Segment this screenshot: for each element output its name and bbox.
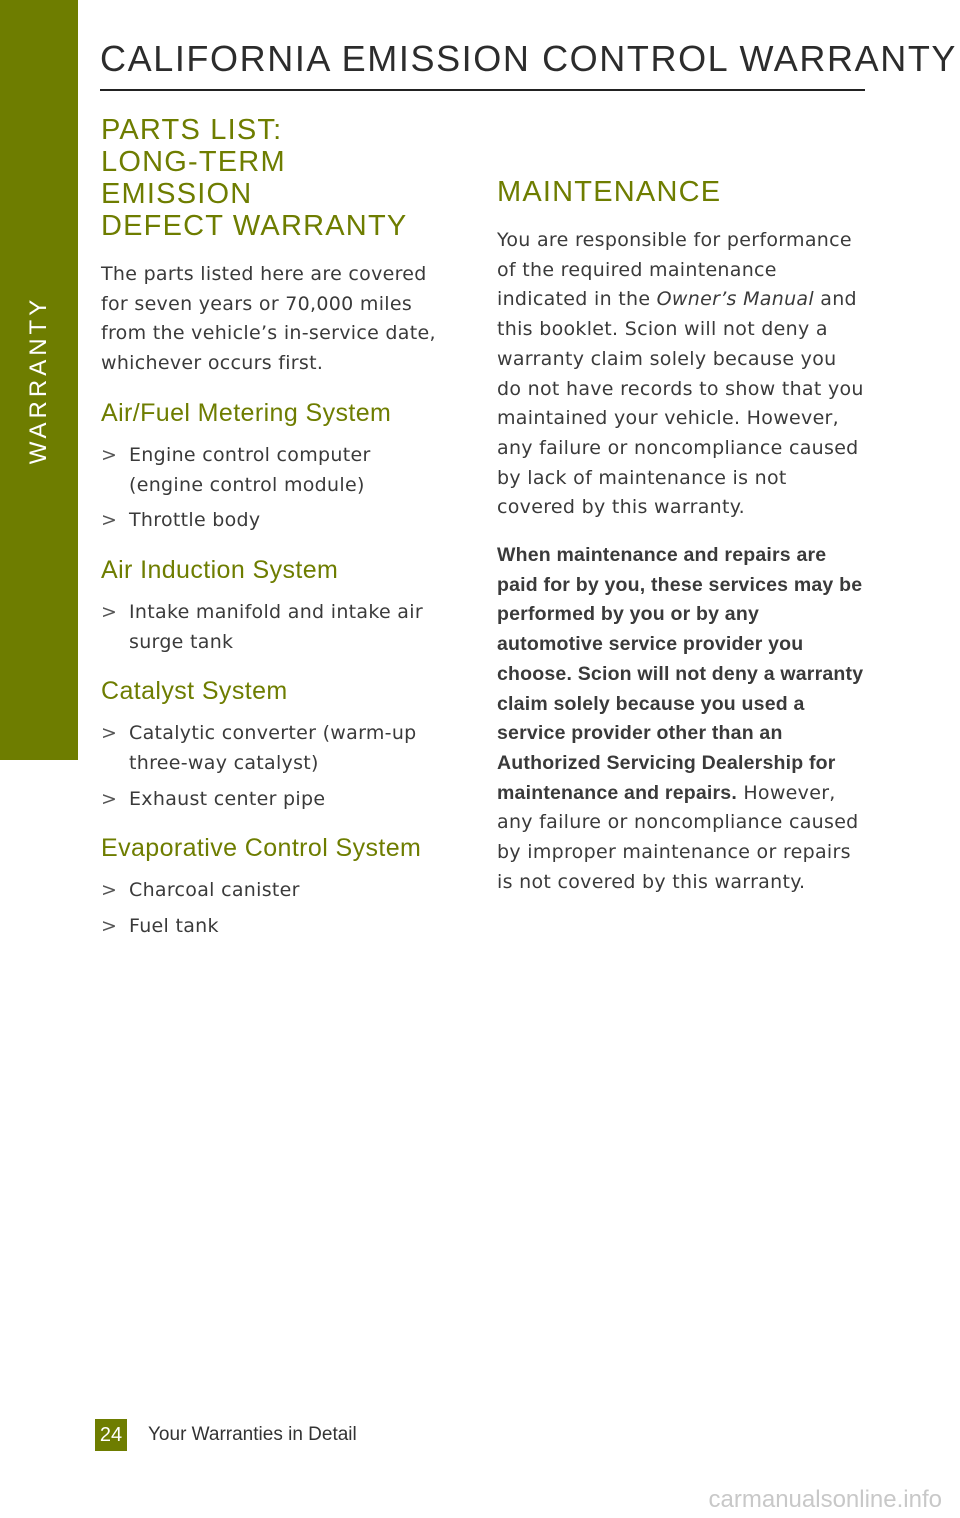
list-item: > Exhaust center pipe [101, 785, 446, 815]
bullet-marker: > [101, 600, 118, 623]
page-title: CALIFORNIA EMISSION CONTROL WARRANTY [100, 38, 958, 79]
parts-list-heading: PARTS LIST: LONG-TERM EMISSION DEFECT WARRANTY [101, 114, 408, 242]
air-induction-list [101, 598, 446, 657]
list-item: > Engine control computer (engine control module) [101, 441, 446, 500]
list-item: > Fuel tank [101, 912, 446, 942]
maintenance-paragraph-2: When maintenance and repairs are paid for by you, these services may be performed by you or by any automotive service provider you choose. Scion will not deny a warranty claim solely because you used a service provider other than an Authorized Servicing Dealership for maintenance and repairs. However, any failure or noncompliance caused by improper maintenance or repairs is not covered by this warranty. [497, 544, 864, 893]
section-title-air-fuel: Air/Fuel Metering System [101, 398, 392, 427]
maintenance-bold-statement: When maintenance and repairs are paid for by you, these services may be performed by you or by any automotive service provider you choose. Scion will not deny a warranty claim solely because you used a service provider other than an Authorized Servicing Dealership for maintenance and repairs. [497, 544, 864, 804]
page-number: 24 [95, 1419, 127, 1451]
list-item: > Charcoal canister [101, 876, 446, 906]
bullet-marker: > [101, 443, 118, 466]
side-tab-label: WARRANTY [25, 295, 52, 465]
footer-title: Your Warranties in Detail [148, 1424, 357, 1445]
owners-manual-title: Owner’s Manual [656, 288, 814, 311]
section-title-catalyst: Catalyst System [101, 677, 288, 706]
catalyst-list [101, 719, 446, 814]
bullet-marker: > [101, 787, 118, 810]
parts-list-intro: The parts listed here are covered for seven years or 70,000 miles from the vehicle’s in-service date, whichever occurs first. [101, 263, 436, 375]
right-column [497, 176, 867, 897]
bullet-marker: > [101, 915, 118, 938]
section-title-air-induction: Air Induction System [101, 555, 339, 584]
evaporative-list [101, 876, 446, 941]
bullet-marker: > [101, 879, 118, 902]
section-title-evaporative: Evaporative Control System [101, 834, 422, 863]
list-item: > Intake manifold and intake air surge tank [101, 598, 446, 657]
maintenance-heading: MAINTENANCE [497, 176, 722, 208]
watermark: carmanualsonline.info [708, 1486, 942, 1513]
bullet-marker: > [101, 722, 118, 745]
maintenance-paragraph-1: You are responsible for performance of the required maintenance indicated in the Owner’s Manual and this booklet. Scion will not deny a warranty claim solely because you do not have records to show that you maintained your vehicle. However, any failure or noncompliance caused by lack of maintenance is not covered by this warranty. [497, 229, 864, 519]
side-tab [0, 0, 78, 760]
list-item: > Throttle body [101, 506, 446, 536]
title-rule [100, 89, 865, 91]
bullet-marker: > [101, 509, 118, 532]
left-column [101, 114, 446, 948]
air-fuel-list [101, 441, 446, 536]
list-item: > Catalytic converter (warm-up three-way catalyst) [101, 719, 446, 778]
